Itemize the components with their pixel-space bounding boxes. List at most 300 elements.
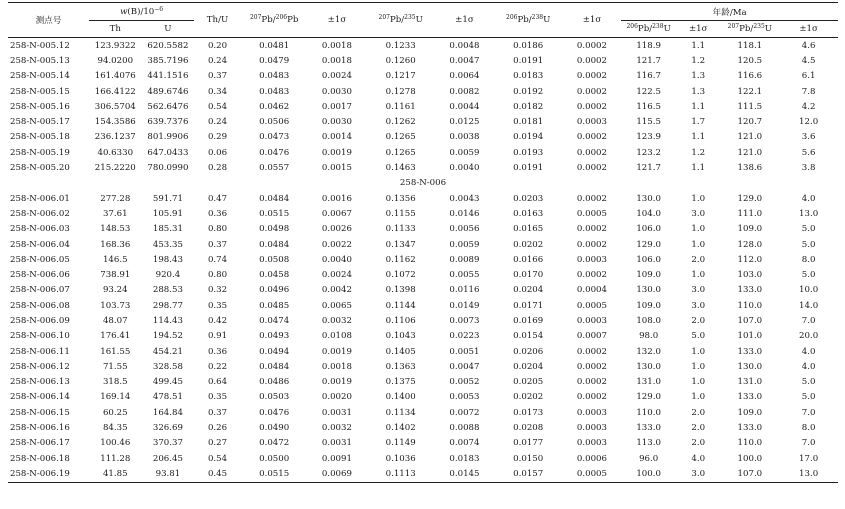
cell-th: 306.5704	[94, 101, 136, 112]
cell-sample-id: 258-N-006.11	[10, 346, 70, 357]
cell-age-sigma: 3.8	[801, 163, 816, 174]
cell-sigma: 0.0082	[449, 86, 480, 97]
cell-age-pb206-u238: 98.0	[639, 331, 659, 342]
cell-pb206-u238: 0.0182	[513, 101, 544, 112]
table-row	[8, 298, 838, 313]
cell-th: 168.36	[100, 239, 131, 250]
cell-u: 647.0433	[147, 147, 189, 158]
table-row	[8, 390, 838, 405]
cell-age-sigma: 3.0	[676, 466, 721, 482]
header-age-sigma-2: ±1σ	[779, 21, 838, 38]
cell-age-sigma: 1.2	[691, 147, 706, 158]
cell-pb207-u235: 0.1113	[366, 466, 435, 482]
cell-age-pb207-u235: 129.0	[737, 193, 763, 204]
cell-pb207-u235: 0.1106	[385, 315, 416, 326]
table-row	[8, 237, 838, 252]
cell-age-pb206-u238: 129.0	[636, 392, 661, 403]
cell-sigma: 0.0088	[449, 423, 480, 434]
cell-sigma: 0.0007	[576, 331, 607, 342]
cell-pb207-pb206: 0.0458	[259, 270, 290, 281]
cell-th: 166.4122	[94, 86, 136, 97]
cell-age-sigma: 3.6	[801, 132, 816, 143]
cell-pb207-pb206: 0.0479	[259, 55, 290, 66]
section-label: 258-N-006	[399, 178, 447, 189]
cell-age-pb206-u238: 116.7	[636, 71, 661, 82]
cell-age-pb207-u235: 130.0	[737, 361, 763, 372]
header-sigma-3: ±1σ	[563, 3, 622, 38]
cell-u: 453.35	[152, 239, 183, 250]
cell-age-sigma: 17.0	[799, 453, 819, 464]
cell-pb207-pb206: 0.0503	[259, 392, 290, 403]
cell-age-sigma: 1.3	[691, 71, 706, 82]
table-row	[8, 283, 838, 298]
cell-th-u: 0.06	[207, 147, 228, 158]
cell-th: 169.14	[100, 392, 131, 403]
cell-age-pb206-u238: 118.9	[636, 40, 661, 51]
cell-sample-id: 258-N-006.17	[10, 438, 70, 449]
cell-sample-id: 258-N-005.16	[10, 101, 70, 112]
cell-age-pb206-u238: 109.0	[636, 270, 661, 281]
cell-age-pb207-u235: 107.0	[721, 466, 780, 482]
cell-u: 441.1516	[147, 71, 189, 82]
iso-element: Pb	[739, 24, 751, 34]
cell-sample-id: 258-N-005.14	[10, 71, 70, 82]
cell-sigma: 0.0053	[449, 392, 480, 403]
cell-th: 37.61	[102, 208, 128, 219]
cell-pb206-u238: 0.0173	[513, 407, 544, 418]
cell-pb207-u235: 0.1036	[385, 453, 416, 464]
cell-th: 103.73	[100, 300, 131, 311]
cell-th: 146.5	[102, 254, 128, 265]
cell-th-u: 0.74	[207, 254, 228, 265]
cell-u: 105.91	[152, 208, 183, 219]
cell-age-pb206-u238: 113.0	[636, 438, 661, 449]
cell-age-sigma: 10.0	[799, 285, 819, 296]
cell-age-sigma: 5.0	[801, 377, 816, 388]
cell-sigma: 0.0183	[449, 453, 480, 464]
cell-age-sigma: 5.0	[801, 392, 816, 403]
cell-pb207-u235: 0.1155	[385, 208, 416, 219]
cell-sigma: 0.0040	[321, 254, 352, 265]
cell-age-pb206-u238: 130.0	[636, 285, 661, 296]
cell-th: 277.28	[100, 193, 131, 204]
cell-sample-id: 258-N-005.13	[10, 55, 70, 66]
cell-age-pb206-u238: 129.0	[636, 239, 661, 250]
cell-age-sigma: 13.0	[779, 466, 838, 482]
table-row	[8, 466, 838, 482]
cell-sample-id: 258-N-006.06	[10, 270, 70, 281]
cell-sigma: 0.0040	[449, 163, 480, 174]
cell-age-sigma: 2.0	[691, 438, 706, 449]
table-row	[8, 99, 838, 114]
cell-th: 40.6330	[97, 147, 134, 158]
cell-pb207-u235: 0.1400	[385, 392, 416, 403]
cell-pb207-pb206: 0.0483	[259, 86, 290, 97]
header-u: U	[142, 21, 195, 38]
cell-age-sigma: 2.0	[691, 407, 706, 418]
cell-pb207-pb206: 0.0557	[259, 163, 290, 174]
cell-sample-id: 258-N-006.12	[10, 361, 70, 372]
cell-pb206-u238: 0.0154	[513, 331, 544, 342]
cell-pb206-u238: 0.0150	[513, 453, 544, 464]
header-age: 年龄/Ma	[621, 3, 838, 21]
table-row	[8, 344, 838, 359]
cell-th: 738.91	[100, 270, 131, 281]
table-row	[8, 405, 838, 420]
cell-age-sigma: 5.0	[801, 239, 816, 250]
cell-sigma: 0.0059	[449, 239, 480, 250]
cell-age-sigma: 5.0	[691, 331, 706, 342]
cell-pb207-pb206: 0.0483	[259, 71, 290, 82]
cell-sigma: 0.0005	[576, 300, 607, 311]
cell-sigma: 0.0042	[321, 285, 352, 296]
header-wb	[89, 3, 194, 21]
cell-sample-id: 258-N-005.18	[10, 132, 70, 143]
cell-pb207-u235: 0.1278	[385, 86, 416, 97]
cell-u: 185.31	[152, 224, 183, 235]
cell-age-pb206-u238: 123.9	[636, 132, 661, 143]
table-row	[8, 420, 838, 435]
cell-u: 194.52	[152, 331, 183, 342]
iso-mass: 206	[275, 14, 288, 21]
cell-pb207-u235: 0.1162	[385, 254, 416, 265]
cell-age-pb207-u235: 109.0	[737, 224, 763, 235]
cell-sigma: 0.0108	[321, 331, 352, 342]
cell-u: 114.43	[152, 315, 183, 326]
header-pb207-pb206	[241, 3, 308, 38]
cell-sigma: 0.0002	[576, 40, 607, 51]
cell-pb206-u238: 0.0157	[494, 466, 563, 482]
cell-sample-id: 258-N-006.19	[8, 466, 89, 482]
cell-pb207-u235: 0.1161	[385, 101, 416, 112]
cell-age-sigma: 8.0	[801, 254, 816, 265]
cell-age-pb206-u238: 96.0	[639, 453, 659, 464]
cell-age-sigma: 5.0	[801, 270, 816, 281]
cell-sigma: 0.0030	[321, 117, 352, 128]
table-row	[8, 69, 838, 84]
cell-pb207-pb206: 0.0486	[259, 377, 290, 388]
cell-th-u: 0.20	[207, 40, 228, 51]
cell-sigma: 0.0002	[576, 132, 607, 143]
cell-age-pb207-u235: 121.0	[737, 147, 763, 158]
cell-pb207-pb206: 0.0515	[241, 466, 308, 482]
cell-age-sigma: 4.0	[801, 361, 816, 372]
cell-age-pb207-u235: 120.7	[737, 117, 763, 128]
cell-age-pb206-u238: 121.7	[636, 163, 661, 174]
cell-sample-id: 258-N-006.14	[10, 392, 70, 403]
cell-u: 206.45	[152, 453, 183, 464]
cell-age-pb206-u238: 106.0	[636, 224, 661, 235]
cell-pb207-pb206: 0.0515	[259, 208, 290, 219]
cell-sigma: 0.0002	[576, 377, 607, 388]
cell-th-u: 0.64	[207, 377, 228, 388]
iso-mass: 235	[753, 23, 765, 30]
cell-sample-id: 258-N-006.09	[10, 315, 70, 326]
cell-sigma: 0.0003	[576, 254, 607, 265]
cell-u: 370.37	[152, 438, 183, 449]
cell-th: 48.07	[102, 315, 128, 326]
table-row	[8, 191, 838, 206]
cell-age-pb206-u238: 116.5	[636, 101, 661, 112]
cell-th-u: 0.29	[207, 132, 228, 143]
cell-pb207-u235: 0.1363	[385, 361, 416, 372]
cell-sigma: 0.0002	[576, 361, 607, 372]
cell-u: 385.7196	[147, 55, 189, 66]
cell-sigma: 0.0022	[321, 239, 352, 250]
cell-pb207-u235: 0.1217	[385, 71, 416, 82]
cell-age-sigma: 1.1	[691, 132, 706, 143]
cell-age-pb207-u235: 122.1	[737, 86, 763, 97]
cell-age-pb206-u238: 123.2	[636, 147, 661, 158]
cell-age-sigma: 1.0	[691, 377, 706, 388]
cell-sigma: 0.0074	[449, 438, 480, 449]
table-row	[8, 252, 838, 267]
cell-age-sigma: 1.0	[691, 392, 706, 403]
cell-th-u: 0.34	[207, 86, 228, 97]
header-pb206-u238	[494, 3, 563, 38]
cell-age-sigma: 4.0	[801, 346, 816, 357]
cell-sigma: 0.0002	[576, 239, 607, 250]
cell-sigma: 0.0019	[321, 346, 352, 357]
cell-sigma: 0.0024	[321, 270, 352, 281]
cell-pb206-u238: 0.0183	[513, 71, 544, 82]
cell-u: 591.71	[152, 193, 183, 204]
cell-age-pb206-u238: 110.0	[636, 407, 661, 418]
cell-age-sigma: 1.7	[691, 117, 706, 128]
cell-u: 298.77	[152, 300, 183, 311]
cell-pb206-u238: 0.0170	[513, 270, 544, 281]
cell-th: 93.24	[102, 285, 128, 296]
cell-age-pb207-u235: 112.0	[737, 254, 763, 265]
cell-th-u: 0.47	[207, 193, 228, 204]
cell-pb206-u238: 0.0163	[513, 208, 544, 219]
iso-element: Pb	[517, 15, 529, 25]
cell-sample-id: 258-N-006.01	[10, 193, 70, 204]
cell-u: 326.69	[152, 423, 183, 434]
table-row	[8, 38, 838, 54]
cell-th-u: 0.22	[207, 361, 228, 372]
cell-sample-id: 258-N-005.15	[10, 86, 70, 97]
iso-mass: 207	[378, 14, 390, 21]
cell-pb207-u235: 0.1405	[385, 346, 416, 357]
cell-sigma: 0.0002	[576, 193, 607, 204]
cell-age-sigma: 7.0	[801, 407, 816, 418]
cell-age-pb207-u235: 110.0	[737, 300, 763, 311]
iso-mass: 235	[404, 14, 416, 21]
cell-u: 620.5582	[147, 40, 189, 51]
header-wb-suffix: (B)/10	[127, 6, 155, 17]
cell-age-sigma: 2.0	[691, 423, 706, 434]
cell-pb207-pb206: 0.0508	[259, 254, 290, 265]
cell-th: 161.55	[100, 346, 131, 357]
cell-pb206-u238: 0.0206	[513, 346, 544, 357]
cell-age-pb206-u238: 131.0	[636, 377, 661, 388]
cell-pb207-u235: 0.1134	[385, 407, 416, 418]
cell-th-u: 0.36	[207, 208, 228, 219]
cell-sigma: 0.0031	[321, 438, 352, 449]
cell-age-pb206-u238: 130.0	[636, 361, 661, 372]
cell-pb207-pb206: 0.0485	[259, 300, 290, 311]
cell-pb206-u238: 0.0181	[513, 117, 544, 128]
cell-pb207-u235: 0.1265	[385, 147, 416, 158]
cell-th: 60.25	[102, 407, 128, 418]
cell-pb207-u235: 0.1463	[385, 163, 416, 174]
cell-u: 454.21	[152, 346, 183, 357]
cell-age-pb206-u238: 115.5	[636, 117, 661, 128]
cell-pb206-u238: 0.0171	[513, 300, 544, 311]
cell-sigma: 0.0020	[321, 392, 352, 403]
table-row	[8, 436, 838, 451]
cell-sigma: 0.0016	[321, 193, 352, 204]
header-sigma-1: ±1σ	[308, 3, 367, 38]
cell-pb207-pb206: 0.0462	[259, 101, 290, 112]
cell-th: 123.9322	[94, 40, 136, 51]
cell-pb207-pb206: 0.0506	[259, 117, 290, 128]
cell-u: 478.51	[152, 392, 183, 403]
cell-sigma: 0.0052	[449, 377, 480, 388]
cell-th: 71.55	[102, 361, 128, 372]
cell-pb206-u238: 0.0205	[513, 377, 544, 388]
cell-th-u: 0.27	[207, 438, 228, 449]
cell-pb206-u238: 0.0165	[513, 224, 544, 235]
cell-th-u: 0.45	[194, 466, 241, 482]
iso-mass: 238	[652, 23, 664, 30]
iso-element: U	[663, 24, 671, 34]
cell-sigma: 0.0223	[449, 331, 480, 342]
cell-th-u: 0.24	[207, 117, 228, 128]
cell-th-u: 0.35	[207, 392, 228, 403]
cell-sigma: 0.0002	[576, 71, 607, 82]
cell-sigma: 0.0044	[449, 101, 480, 112]
cell-age-sigma: 1.0	[691, 346, 706, 357]
cell-age-pb207-u235: 111.0	[737, 208, 763, 219]
cell-age-sigma: 7.0	[801, 438, 816, 449]
iso-sep: /	[401, 15, 405, 25]
cell-age-pb206-u238: 133.0	[636, 423, 661, 434]
cell-pb207-u235: 0.1144	[385, 300, 416, 311]
cell-age-sigma: 20.0	[799, 331, 819, 342]
cell-pb207-pb206: 0.0474	[259, 315, 290, 326]
cell-sigma: 0.0064	[449, 71, 480, 82]
iso-element: Pb	[637, 24, 650, 34]
cell-age-sigma: 7.0	[801, 315, 816, 326]
cell-u: 562.6476	[147, 101, 189, 112]
cell-age-sigma: 3.0	[691, 285, 706, 296]
iso-element: Pb	[389, 15, 402, 25]
cell-sample-id: 258-N-006.16	[10, 423, 70, 434]
cell-sigma: 0.0145	[435, 466, 494, 482]
cell-pb207-u235: 0.1133	[385, 224, 416, 235]
cell-age-sigma: 4.0	[801, 193, 816, 204]
cell-th-u: 0.32	[207, 285, 228, 296]
cell-u: 93.81	[142, 466, 195, 482]
cell-pb207-u235: 0.1072	[385, 270, 416, 281]
cell-age-sigma: 5.0	[801, 224, 816, 235]
cell-age-pb207-u235: 133.0	[737, 346, 763, 357]
cell-pb206-u238: 0.0166	[513, 254, 544, 265]
cell-sigma: 0.0004	[576, 285, 607, 296]
cell-pb207-u235: 0.1356	[385, 193, 416, 204]
cell-pb207-pb206: 0.0490	[259, 423, 290, 434]
cell-pb206-u238: 0.0208	[513, 423, 544, 434]
cell-age-sigma: 4.5	[801, 55, 816, 66]
table-row	[8, 451, 838, 466]
iso-mass: 207	[249, 14, 262, 21]
cell-pb206-u238: 0.0202	[513, 392, 544, 403]
cell-age-pb207-u235: 101.0	[737, 331, 763, 342]
cell-pb207-pb206: 0.0484	[259, 193, 290, 204]
cell-pb207-pb206: 0.0472	[259, 438, 290, 449]
cell-u: 164.84	[152, 407, 183, 418]
cell-u: 489.6746	[147, 86, 189, 97]
cell-age-sigma: 2.0	[691, 254, 706, 265]
cell-age-sigma: 1.0	[691, 361, 706, 372]
cell-u: 499.45	[152, 377, 183, 388]
iso-element: U	[415, 15, 423, 25]
table-row	[8, 114, 838, 129]
cell-sigma: 0.0047	[449, 55, 480, 66]
cell-sample-id: 258-N-006.08	[10, 300, 70, 311]
header-age-sigma-1: ±1σ	[676, 21, 721, 38]
cell-th-u: 0.54	[207, 453, 228, 464]
cell-sigma: 0.0073	[449, 315, 480, 326]
cell-sigma: 0.0047	[449, 361, 480, 372]
cell-th: 318.5	[102, 377, 128, 388]
cell-th: 84.35	[102, 423, 128, 434]
cell-sigma: 0.0002	[576, 163, 607, 174]
cell-pb206-u238: 0.0186	[513, 40, 544, 51]
cell-sample-id: 258-N-006.10	[10, 331, 70, 342]
header-age-pb206-u238	[621, 21, 676, 38]
cell-sigma: 0.0003	[576, 423, 607, 434]
cell-th-u: 0.42	[207, 315, 228, 326]
cell-age-pb207-u235: 107.0	[737, 315, 763, 326]
cell-sigma: 0.0032	[321, 315, 352, 326]
cell-sigma: 0.0015	[321, 163, 352, 174]
cell-sigma: 0.0024	[321, 71, 352, 82]
cell-sigma: 0.0116	[449, 285, 480, 296]
cell-pb207-pb206: 0.0500	[259, 453, 290, 464]
cell-age-sigma: 14.0	[799, 300, 819, 311]
cell-age-pb207-u235: 120.5	[737, 55, 763, 66]
cell-th: 111.28	[100, 453, 131, 464]
zircon-u-pb-table	[8, 2, 838, 483]
cell-age-pb206-u238: 122.5	[636, 86, 661, 97]
cell-sigma: 0.0006	[576, 453, 607, 464]
table-row	[8, 206, 838, 221]
cell-pb207-pb206: 0.0476	[259, 407, 290, 418]
table-row	[8, 53, 838, 68]
cell-sigma: 0.0038	[449, 132, 480, 143]
cell-age-sigma: 7.8	[801, 86, 816, 97]
cell-age-pb207-u235: 116.6	[737, 71, 763, 82]
cell-pb206-u238: 0.0194	[513, 132, 544, 143]
cell-sigma: 0.0089	[449, 254, 480, 265]
cell-age-sigma: 1.0	[691, 224, 706, 235]
cell-sigma: 0.0018	[321, 361, 352, 372]
cell-age-pb207-u235: 118.1	[737, 40, 763, 51]
cell-sigma: 0.0031	[321, 407, 352, 418]
cell-th: 94.0200	[97, 55, 134, 66]
iso-element: U	[543, 15, 551, 25]
cell-sigma: 0.0002	[576, 224, 607, 235]
cell-pb206-u238: 0.0193	[513, 147, 544, 158]
cell-sigma: 0.0056	[449, 224, 480, 235]
iso-sep: /	[528, 15, 532, 25]
cell-th-u: 0.36	[207, 346, 228, 357]
cell-sample-id: 258-N-005.19	[10, 147, 70, 158]
cell-age-pb207-u235: 110.0	[737, 438, 763, 449]
